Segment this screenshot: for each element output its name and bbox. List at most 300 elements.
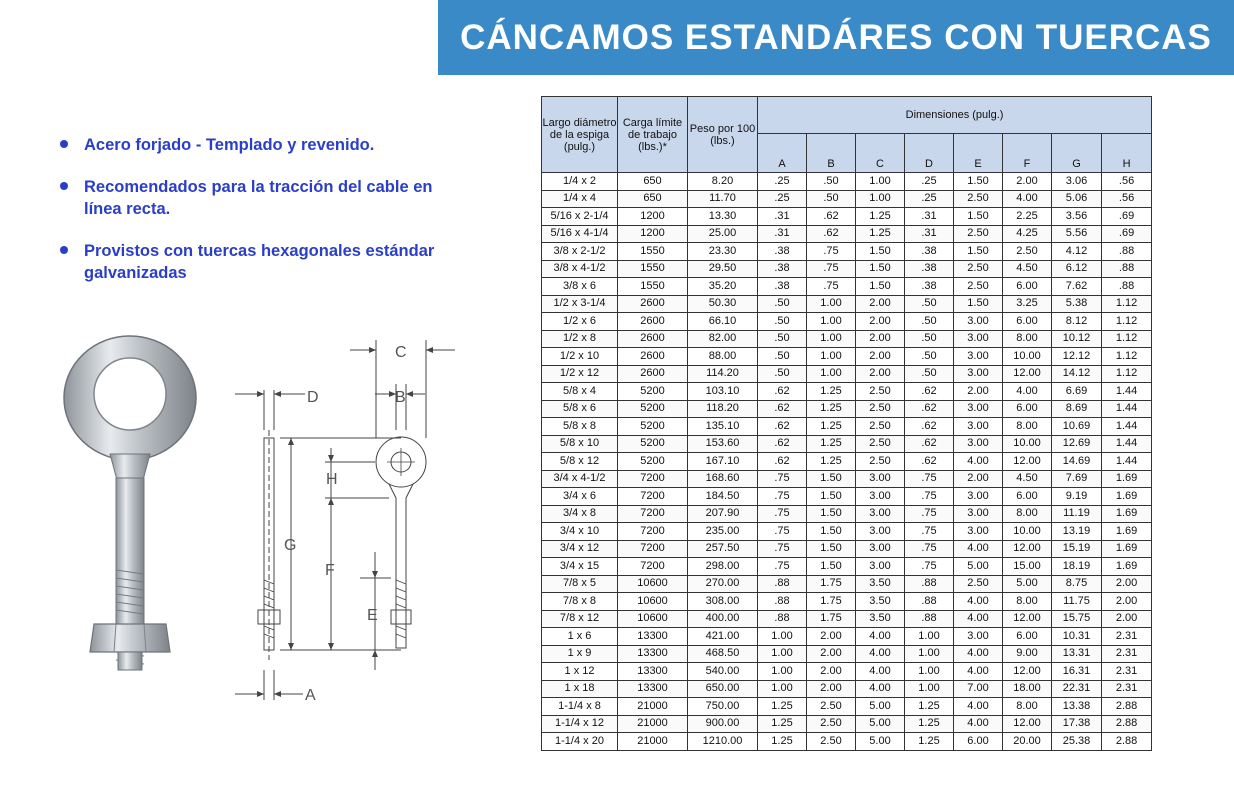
table-cell: .56: [1102, 173, 1152, 191]
table-cell: .69: [1102, 208, 1152, 226]
col-header-load: Carga límite de trabajo (lbs.)*: [618, 97, 688, 173]
table-cell: 1 x 12: [542, 663, 618, 681]
table-cell: 14.69: [1052, 453, 1102, 471]
table-row: [542, 348, 1152, 366]
table-cell: 3.50: [856, 593, 905, 611]
table-cell: 1.25: [758, 698, 807, 716]
table-row: [542, 575, 1152, 593]
table-cell: 2.00: [954, 470, 1003, 488]
table-cell: .50: [905, 348, 954, 366]
table-cell: 6.00: [1003, 488, 1052, 506]
table-cell: 6.00: [1003, 400, 1052, 418]
table-cell: 12.00: [1003, 715, 1052, 733]
table-cell: 1.75: [807, 593, 856, 611]
table-cell: 298.00: [688, 558, 758, 576]
table-cell: 1.25: [807, 400, 856, 418]
table-cell: 184.50: [688, 488, 758, 506]
table-cell: 1-1/4 x 20: [542, 733, 618, 751]
table-cell: .25: [905, 190, 954, 208]
table-cell: 3.00: [954, 628, 1003, 646]
table-cell: .88: [1102, 243, 1152, 261]
table-cell: .88: [905, 575, 954, 593]
table-row: [542, 418, 1152, 436]
table-cell: 2.50: [856, 435, 905, 453]
table-cell: 3/4 x 10: [542, 523, 618, 541]
table-cell: 7200: [618, 505, 688, 523]
table-cell: 1.00: [758, 645, 807, 663]
feature-item: Provistos con tuercas hexagonales estándar galvanizadas: [60, 240, 440, 284]
table-cell: 10.00: [1003, 435, 1052, 453]
table-row: [542, 313, 1152, 331]
table-cell: 2.00: [1102, 610, 1152, 628]
table-cell: 3/4 x 4-1/2: [542, 470, 618, 488]
table-cell: 1.00: [905, 628, 954, 646]
table-cell: 3/4 x 12: [542, 540, 618, 558]
table-cell: 2.00: [856, 295, 905, 313]
table-cell: 21000: [618, 733, 688, 751]
table-cell: 7200: [618, 470, 688, 488]
table-cell: 10.00: [1003, 348, 1052, 366]
table-cell: 2.00: [856, 348, 905, 366]
table-cell: 5.00: [954, 558, 1003, 576]
col-header-weight: Peso por 100 (lbs.): [688, 97, 758, 173]
table-row: [542, 540, 1152, 558]
table-cell: 10600: [618, 610, 688, 628]
table-cell: 2.31: [1102, 680, 1152, 698]
table-cell: 1.00: [758, 663, 807, 681]
table-cell: 1.25: [758, 715, 807, 733]
table-cell: 1.69: [1102, 558, 1152, 576]
table-cell: 1/2 x 12: [542, 365, 618, 383]
table-cell: .50: [758, 365, 807, 383]
table-cell: 6.69: [1052, 383, 1102, 401]
table-cell: 66.10: [688, 313, 758, 331]
table-cell: 88.00: [688, 348, 758, 366]
table-cell: 6.00: [1003, 628, 1052, 646]
table-cell: 4.00: [856, 628, 905, 646]
table-cell: 308.00: [688, 593, 758, 611]
table-cell: 5.56: [1052, 225, 1102, 243]
table-cell: 4.00: [954, 453, 1003, 471]
table-cell: 1.25: [807, 453, 856, 471]
table-cell: 3.50: [856, 575, 905, 593]
table-cell: .88: [758, 575, 807, 593]
table-cell: 1-1/4 x 12: [542, 715, 618, 733]
table-cell: 4.00: [1003, 190, 1052, 208]
table-cell: 7200: [618, 488, 688, 506]
table-cell: 7200: [618, 523, 688, 541]
col-header-dim: B: [807, 134, 856, 173]
table-cell: 5/8 x 6: [542, 400, 618, 418]
table-cell: .69: [1102, 225, 1152, 243]
table-cell: 1.50: [807, 505, 856, 523]
table-cell: 7200: [618, 558, 688, 576]
table-cell: 10.69: [1052, 418, 1102, 436]
table-row: [542, 383, 1152, 401]
table-cell: 15.19: [1052, 540, 1102, 558]
table-cell: 2.50: [807, 715, 856, 733]
table-cell: 1.69: [1102, 505, 1152, 523]
table-cell: 118.20: [688, 400, 758, 418]
table-cell: 10.00: [1003, 523, 1052, 541]
table-cell: 2.50: [954, 260, 1003, 278]
bullet-dot-icon: [60, 182, 68, 190]
table-cell: 1.25: [905, 715, 954, 733]
table-cell: 3.00: [954, 348, 1003, 366]
table-cell: 1.50: [954, 243, 1003, 261]
table-cell: 9.19: [1052, 488, 1102, 506]
table-cell: 1.00: [807, 348, 856, 366]
table-cell: 235.00: [688, 523, 758, 541]
table-row: [542, 208, 1152, 226]
table-cell: 400.00: [688, 610, 758, 628]
table-row: [542, 225, 1152, 243]
table-cell: .75: [758, 470, 807, 488]
table-cell: 1.44: [1102, 453, 1152, 471]
table-cell: .62: [905, 453, 954, 471]
table-cell: 114.20: [688, 365, 758, 383]
table-cell: 4.00: [856, 645, 905, 663]
table-cell: 750.00: [688, 698, 758, 716]
feature-item: Acero forjado - Templado y revenido.: [60, 134, 440, 156]
table-cell: 1.00: [905, 663, 954, 681]
table-cell: 1/2 x 6: [542, 313, 618, 331]
table-cell: 13300: [618, 628, 688, 646]
table-cell: .62: [758, 453, 807, 471]
table-cell: .50: [758, 330, 807, 348]
table-cell: .62: [758, 400, 807, 418]
table-cell: 1550: [618, 260, 688, 278]
table-cell: 8.69: [1052, 400, 1102, 418]
table-cell: 13.31: [1052, 645, 1102, 663]
table-row: [542, 365, 1152, 383]
col-header-dimensions: Dimensiones (pulg.): [758, 97, 1152, 134]
table-cell: 2.31: [1102, 628, 1152, 646]
table-cell: 1.00: [758, 680, 807, 698]
table-cell: 3.00: [954, 505, 1003, 523]
table-cell: 3.00: [954, 523, 1003, 541]
table-cell: 4.25: [1003, 225, 1052, 243]
col-header-dim: E: [954, 134, 1003, 173]
table-cell: 8.12: [1052, 313, 1102, 331]
col-header-dim: H: [1102, 134, 1152, 173]
table-cell: 4.00: [954, 663, 1003, 681]
table-cell: 1.00: [807, 295, 856, 313]
table-cell: 5/16 x 2-1/4: [542, 208, 618, 226]
table-cell: 1.69: [1102, 540, 1152, 558]
table-cell: 1.50: [954, 208, 1003, 226]
table-cell: .50: [905, 330, 954, 348]
table-cell: 1.25: [807, 418, 856, 436]
table-cell: 6.00: [954, 733, 1003, 751]
table-cell: 12.00: [1003, 663, 1052, 681]
table-cell: 1.75: [807, 610, 856, 628]
table-cell: 2.50: [856, 400, 905, 418]
table-row: [542, 190, 1152, 208]
table-cell: 50.30: [688, 295, 758, 313]
table-cell: 1.50: [954, 173, 1003, 191]
table-cell: 1.50: [954, 295, 1003, 313]
table-cell: 5.00: [856, 698, 905, 716]
feature-list: [60, 134, 440, 304]
feature-item: Recomendados para la tracción del cable en línea recta.: [60, 176, 440, 220]
table-cell: 12.00: [1003, 610, 1052, 628]
table-cell: .75: [758, 505, 807, 523]
table-cell: 8.00: [1003, 418, 1052, 436]
table-cell: .56: [1102, 190, 1152, 208]
table-cell: 270.00: [688, 575, 758, 593]
table-cell: 8.00: [1003, 593, 1052, 611]
table-row: [542, 663, 1152, 681]
table-cell: .62: [905, 383, 954, 401]
table-cell: 2.88: [1102, 698, 1152, 716]
table-cell: .50: [905, 295, 954, 313]
table-cell: 15.75: [1052, 610, 1102, 628]
table-row: [542, 260, 1152, 278]
table-cell: 1.25: [856, 225, 905, 243]
table-cell: 650: [618, 173, 688, 191]
table-cell: .31: [905, 225, 954, 243]
table-row: [542, 733, 1152, 751]
table-cell: 1210.00: [688, 733, 758, 751]
table-cell: 2.50: [856, 418, 905, 436]
table-cell: 21000: [618, 698, 688, 716]
table-cell: 1.50: [807, 470, 856, 488]
col-header-dim: F: [1003, 134, 1052, 173]
table-cell: 1.00: [807, 313, 856, 331]
table-cell: 1.00: [807, 330, 856, 348]
table-cell: .75: [905, 470, 954, 488]
table-cell: 1/2 x 3-1/4: [542, 295, 618, 313]
table-cell: 2.00: [856, 365, 905, 383]
table-cell: .50: [905, 365, 954, 383]
table-cell: 1.50: [807, 523, 856, 541]
table-row: [542, 680, 1152, 698]
table-cell: 8.00: [1003, 330, 1052, 348]
table-cell: 1 x 18: [542, 680, 618, 698]
table-row: [542, 453, 1152, 471]
table-cell: .75: [758, 523, 807, 541]
table-cell: 13.30: [688, 208, 758, 226]
table-cell: 4.00: [1003, 383, 1052, 401]
table-cell: 1.25: [905, 698, 954, 716]
table-row: [542, 470, 1152, 488]
table-cell: 103.10: [688, 383, 758, 401]
table-cell: 1.00: [905, 680, 954, 698]
table-cell: 2.88: [1102, 733, 1152, 751]
table-cell: 2.50: [1003, 243, 1052, 261]
table-cell: .38: [758, 243, 807, 261]
table-cell: 1.12: [1102, 330, 1152, 348]
table-cell: 2.50: [954, 190, 1003, 208]
table-cell: 2.50: [954, 225, 1003, 243]
table-cell: 4.00: [954, 610, 1003, 628]
table-cell: 5200: [618, 400, 688, 418]
specifications-table: [541, 96, 1152, 751]
table-cell: 168.60: [688, 470, 758, 488]
table-row: [542, 400, 1152, 418]
table-cell: 35.20: [688, 278, 758, 296]
table-cell: 1.00: [758, 628, 807, 646]
table-cell: 5/8 x 10: [542, 435, 618, 453]
table-cell: 4.00: [856, 663, 905, 681]
table-cell: 1.12: [1102, 313, 1152, 331]
table-cell: 1.44: [1102, 418, 1152, 436]
table-cell: 2.50: [954, 278, 1003, 296]
table-cell: 2.50: [807, 733, 856, 751]
table-cell: .88: [1102, 260, 1152, 278]
table-row: [542, 330, 1152, 348]
table-cell: 3.00: [954, 488, 1003, 506]
table-cell: 6.12: [1052, 260, 1102, 278]
table-cell: 18.19: [1052, 558, 1102, 576]
table-cell: 207.90: [688, 505, 758, 523]
table-cell: 1 x 6: [542, 628, 618, 646]
table-row: [542, 698, 1152, 716]
table-cell: 1550: [618, 243, 688, 261]
table-cell: 12.12: [1052, 348, 1102, 366]
table-cell: .38: [758, 278, 807, 296]
table-row: [542, 558, 1152, 576]
dim-label-f: F: [325, 562, 335, 579]
table-cell: 2.50: [807, 698, 856, 716]
table-cell: 2.31: [1102, 663, 1152, 681]
table-cell: 1/4 x 4: [542, 190, 618, 208]
dimension-drawing: [225, 330, 465, 710]
table-cell: 3.00: [856, 558, 905, 576]
table-cell: .88: [758, 593, 807, 611]
table-cell: 2.00: [856, 313, 905, 331]
table-cell: .62: [905, 400, 954, 418]
col-header-dim: A: [758, 134, 807, 173]
table-cell: 1.25: [905, 733, 954, 751]
table-cell: 8.00: [1003, 698, 1052, 716]
table-cell: 1.50: [807, 540, 856, 558]
table-cell: 10.31: [1052, 628, 1102, 646]
table-cell: 2.50: [856, 383, 905, 401]
table-cell: 1.50: [807, 558, 856, 576]
col-header-dim: C: [856, 134, 905, 173]
table-cell: .25: [905, 173, 954, 191]
table-cell: 5/8 x 8: [542, 418, 618, 436]
table-cell: .62: [758, 383, 807, 401]
table-cell: .75: [758, 558, 807, 576]
table-cell: 4.00: [856, 680, 905, 698]
table-row: [542, 610, 1152, 628]
table-cell: 7.69: [1052, 470, 1102, 488]
table-cell: 1.25: [856, 208, 905, 226]
table-cell: 7/8 x 8: [542, 593, 618, 611]
table-cell: 2.00: [1003, 173, 1052, 191]
bullet-dot-icon: [60, 140, 68, 148]
table-cell: .75: [807, 243, 856, 261]
table-cell: 3.00: [954, 313, 1003, 331]
page-title: CÁNCAMOS ESTANDÁRES CON TUERCAS: [460, 17, 1212, 57]
table-cell: 4.00: [954, 593, 1003, 611]
table-cell: 135.10: [688, 418, 758, 436]
table-cell: 3.50: [856, 610, 905, 628]
table-cell: 3.00: [954, 435, 1003, 453]
table-cell: .50: [807, 173, 856, 191]
table-cell: 3.00: [856, 540, 905, 558]
table-cell: 1.25: [758, 733, 807, 751]
table-row: [542, 278, 1152, 296]
table-cell: 6.00: [1003, 278, 1052, 296]
table-cell: 650: [618, 190, 688, 208]
table-cell: .38: [758, 260, 807, 278]
table-cell: 5200: [618, 383, 688, 401]
table-cell: 1.00: [856, 173, 905, 191]
table-cell: .62: [807, 208, 856, 226]
table-cell: 1.69: [1102, 470, 1152, 488]
table-cell: 1.50: [856, 278, 905, 296]
table-cell: 3/4 x 15: [542, 558, 618, 576]
table-cell: 5.00: [856, 733, 905, 751]
table-cell: 4.12: [1052, 243, 1102, 261]
table-cell: 3.00: [954, 365, 1003, 383]
table-row: [542, 715, 1152, 733]
table-row: [542, 505, 1152, 523]
table-cell: 20.00: [1003, 733, 1052, 751]
table-cell: 1200: [618, 225, 688, 243]
table-cell: 1.25: [807, 383, 856, 401]
col-header-dim: G: [1052, 134, 1102, 173]
table-cell: 1.50: [807, 488, 856, 506]
table-cell: 421.00: [688, 628, 758, 646]
table-cell: 3.00: [856, 488, 905, 506]
dim-label-c: C: [395, 344, 407, 361]
table-cell: 13300: [618, 680, 688, 698]
table-cell: 1.12: [1102, 295, 1152, 313]
table-cell: 6.00: [1003, 313, 1052, 331]
table-cell: 1.00: [905, 645, 954, 663]
table-cell: 14.12: [1052, 365, 1102, 383]
table-cell: 1/2 x 10: [542, 348, 618, 366]
table-cell: 11.19: [1052, 505, 1102, 523]
table-cell: 12.00: [1003, 453, 1052, 471]
table-cell: 2.00: [807, 645, 856, 663]
table-cell: 4.50: [1003, 470, 1052, 488]
dim-label-g: G: [284, 537, 297, 554]
table-cell: 1.25: [807, 435, 856, 453]
table-cell: 1200: [618, 208, 688, 226]
table-cell: .38: [905, 260, 954, 278]
table-cell: 2600: [618, 330, 688, 348]
table-cell: 11.70: [688, 190, 758, 208]
table-cell: 1.75: [807, 575, 856, 593]
table-cell: 15.00: [1003, 558, 1052, 576]
table-cell: 13.38: [1052, 698, 1102, 716]
table-cell: 4.50: [1003, 260, 1052, 278]
table-cell: 2.00: [807, 628, 856, 646]
table-cell: 2.25: [1003, 208, 1052, 226]
table-cell: .62: [905, 435, 954, 453]
table-body: [542, 173, 1152, 751]
table-cell: 1.12: [1102, 365, 1152, 383]
table-cell: 1.00: [856, 190, 905, 208]
table-cell: 468.50: [688, 645, 758, 663]
table-cell: 1.12: [1102, 348, 1152, 366]
table-cell: .75: [905, 505, 954, 523]
table-cell: 2.00: [1102, 575, 1152, 593]
table-cell: 3.25: [1003, 295, 1052, 313]
table-cell: 16.31: [1052, 663, 1102, 681]
table-cell: 25.00: [688, 225, 758, 243]
table-cell: 1.44: [1102, 435, 1152, 453]
table-cell: 5/8 x 12: [542, 453, 618, 471]
table-cell: 2.88: [1102, 715, 1152, 733]
dim-label-a: A: [305, 687, 316, 704]
